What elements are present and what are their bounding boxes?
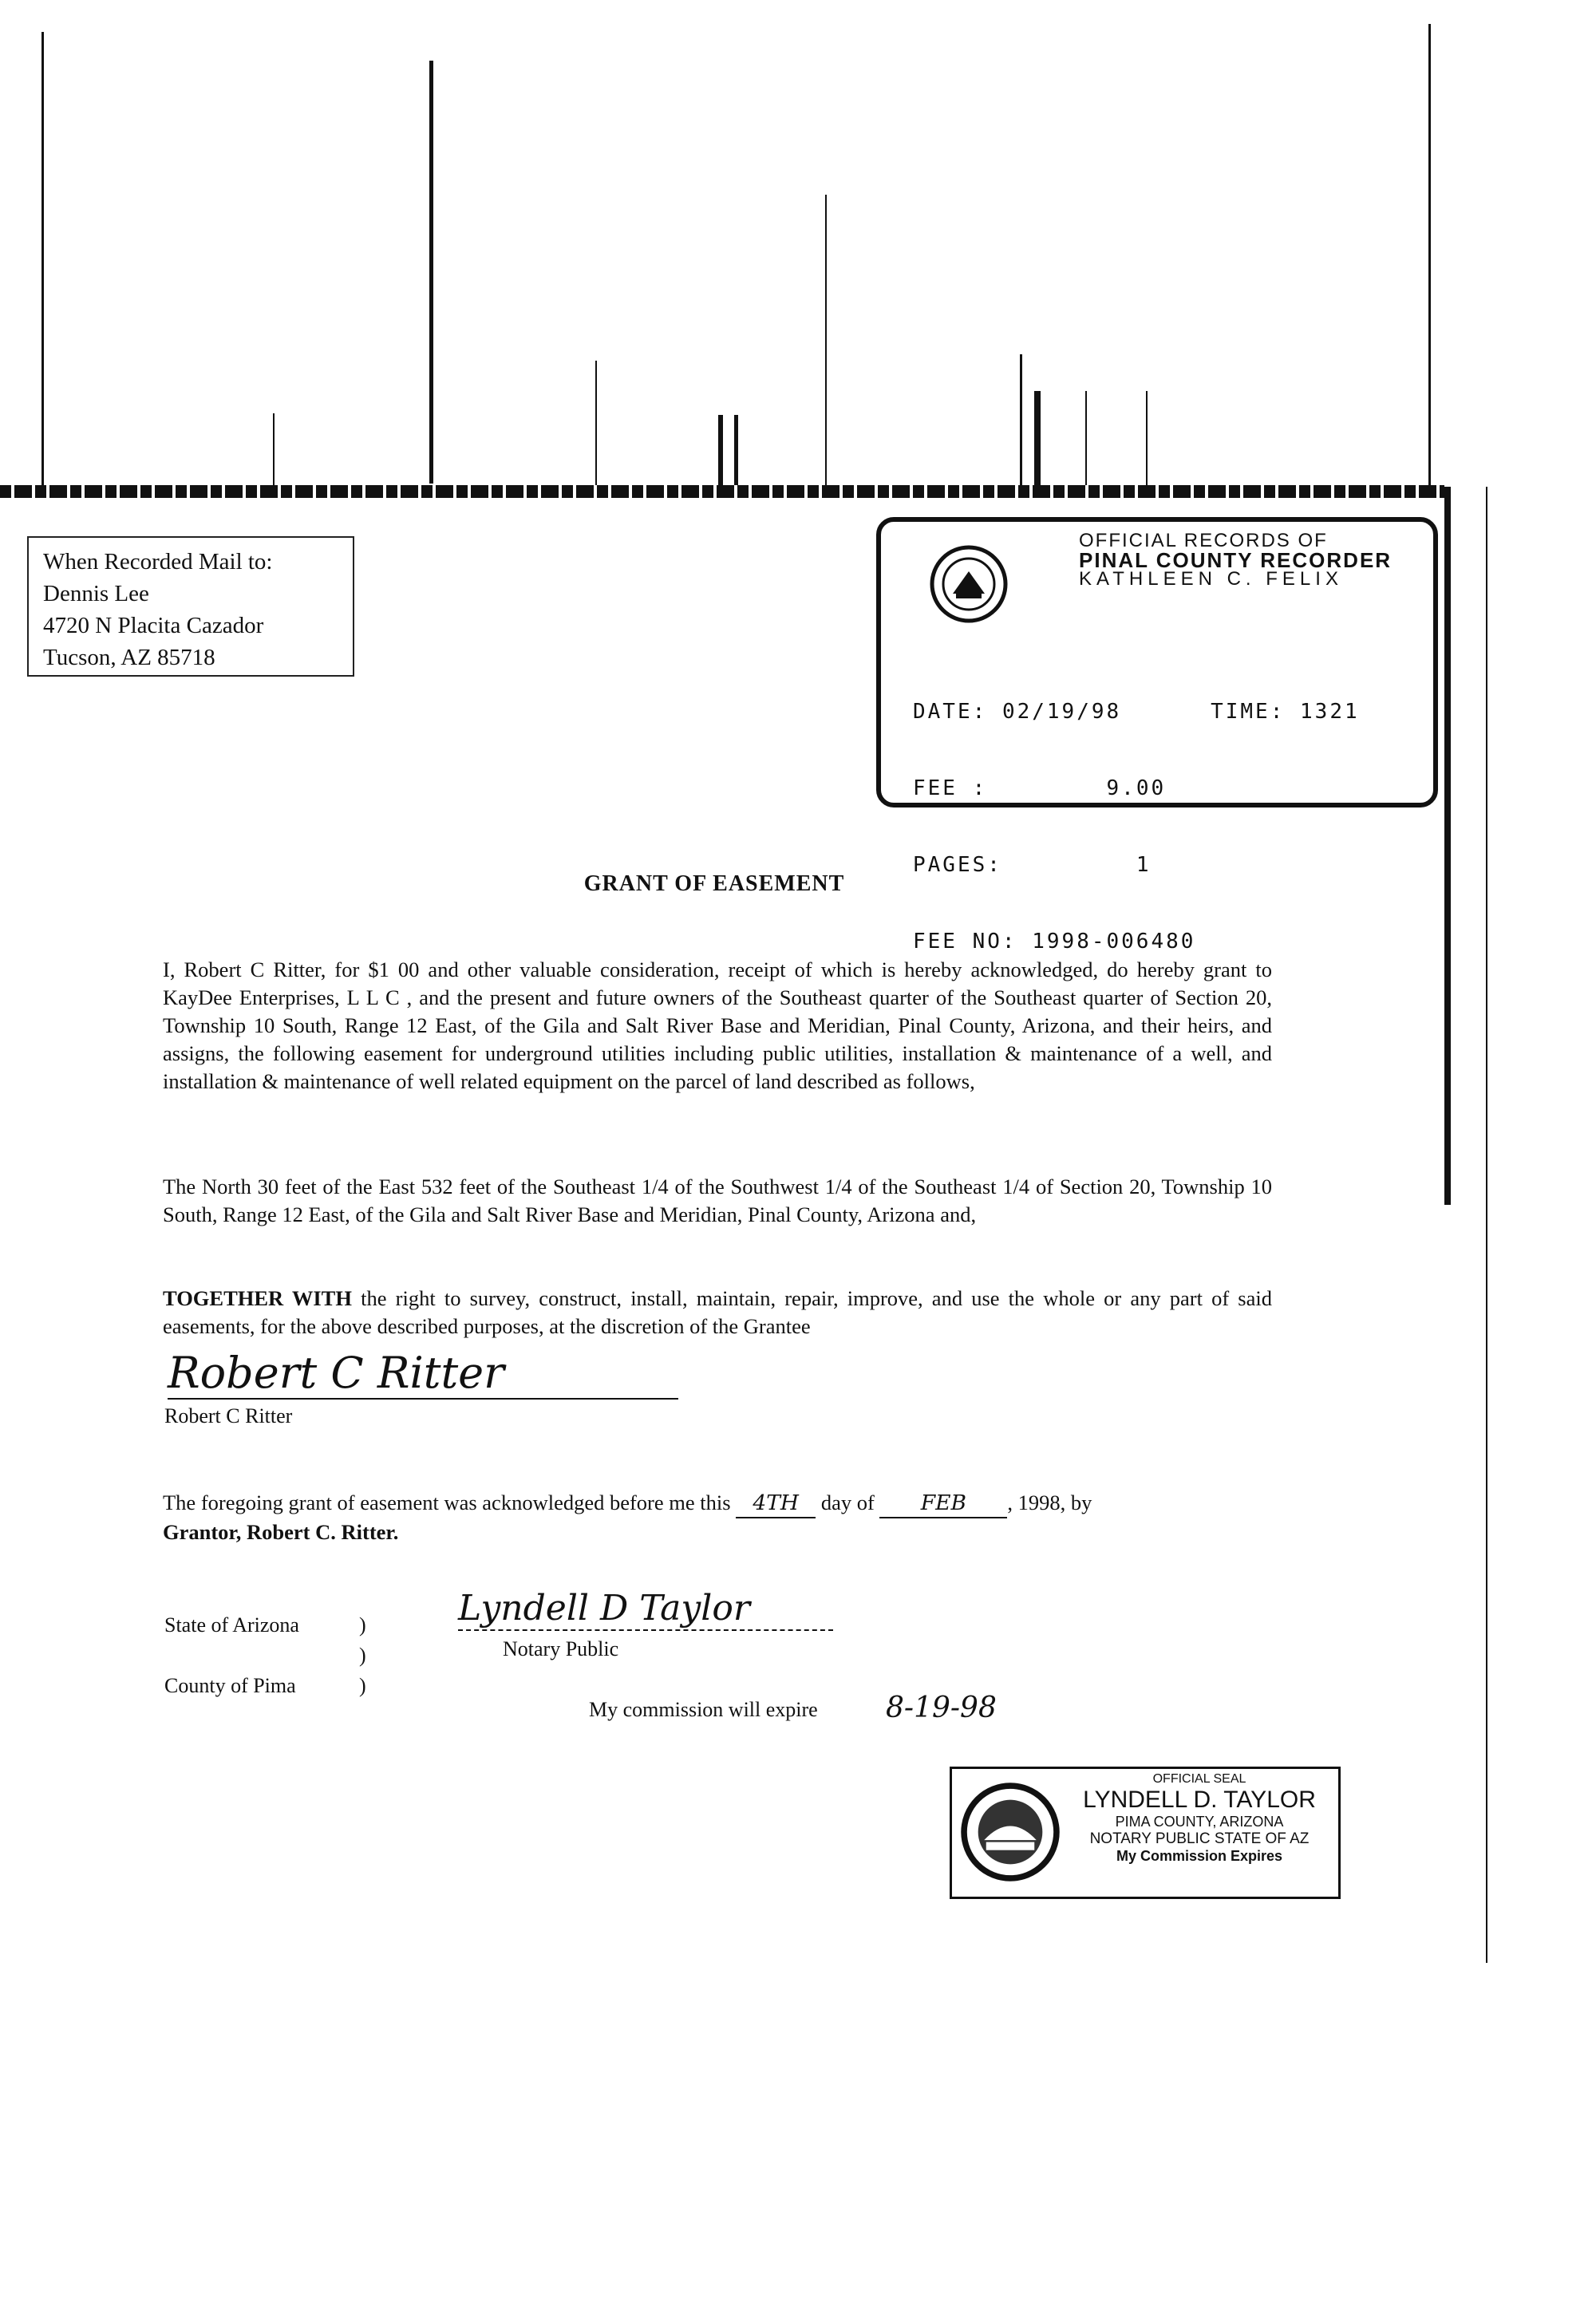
time-label: TIME: [1211,700,1286,724]
notary-signature [458,1588,833,1631]
date-value: 02/19/98 [1001,700,1122,724]
fee-no-value: 1998-006480 [1032,930,1196,954]
state-label: State of Arizona [164,1613,299,1637]
scan-artifact-line [1146,391,1148,485]
paren-1: ) [359,1613,366,1637]
mail-to-name: Dennis Lee [43,581,149,606]
pages-label: PAGES: [913,853,1002,877]
paren-3: ) [359,1674,366,1697]
ack-month-value: FEB [879,1489,1007,1518]
scan-artifact-line [1428,24,1431,498]
ack-year-text: , 1998, by [1007,1491,1092,1514]
scan-artifact-line [718,415,723,485]
arizona-seal-icon [960,1782,1061,1882]
grantor-signature [168,1348,678,1400]
seal-line3: PIMA COUNTY, ARIZONA [1115,1814,1284,1830]
scan-artifact-line [41,32,44,485]
recorder-line3: KATHLEEN C. FELIX [1079,568,1343,590]
paren-2: ) [359,1644,366,1667]
mail-to-heading: When Recorded Mail to: [43,549,273,574]
together-with-paragraph [163,1285,1272,1340]
pages-value: 1 [1136,853,1152,877]
seal-line2: LYNDELL D. TAYLOR [1083,1787,1316,1813]
ack-day-value: 4TH [736,1489,816,1518]
fee-label: FEE : [913,776,988,800]
fee-value: 9.00 [1106,776,1167,800]
time-value: 1321 [1300,700,1360,724]
fee-no-label: FEE NO: [913,930,1017,954]
mail-to-street: 4720 N Placita Cazador [43,613,264,638]
scan-artifact-line [273,413,275,485]
notary-seal [950,1767,1341,1899]
grantor-signature-text: Robert C Ritter [168,1348,504,1398]
commission-label: My commission will expire [589,1698,818,1721]
recorder-line1: OFFICIAL RECORDS OF [1079,530,1328,551]
scan-artifact-line [734,415,738,485]
county-seal-icon [929,544,1009,624]
document-title: GRANT OF EASEMENT [583,871,845,896]
date-label: DATE: [913,700,988,724]
scan-artifact-line [825,195,827,485]
mail-to-city: Tucson, AZ 85718 [43,645,215,670]
notary-signature-text: Lyndell D Taylor [458,1588,750,1629]
ack-text-before: The foregoing grant of easement was acknowledged before me this [163,1491,731,1514]
recorder-fields [913,648,1360,1005]
grantor-printed-name: Robert C Ritter [164,1404,293,1427]
scan-artifact-line [1444,487,1451,1205]
ack-grantor-text: Grantor, Robert C. Ritter. [163,1520,399,1544]
mail-to-box [27,536,354,677]
scan-artifact-line [1486,487,1487,1963]
county-label: County of Pima [164,1674,296,1697]
together-with-text: the right to survey, construct, install, maintain, repair, improve, and use the whole or any part of said easements, for the above described purposes, at the discretion of the Grantee [163,1286,1272,1338]
seal-line5: My Commission Expires [1116,1848,1283,1864]
seal-line4: NOTARY PUBLIC STATE OF AZ [1089,1830,1310,1847]
seal-line1: OFFICIAL SEAL [1152,1772,1246,1786]
recorder-stamp [876,517,1438,954]
scan-artifact-line [595,361,597,485]
notary-public-label: Notary Public [503,1637,619,1660]
legal-description-paragraph: The North 30 feet of the East 532 feet of the Southeast 1/4 of the Southwest 1/4 of the Southeast 1/4 of Section 20, Township 10 South, Range 12 East, of the Gila and Salt River Base and Meridian, Pinal County, Arizona and, [163,1175,1272,1226]
together-with-label: TOGETHER WITH [163,1286,352,1310]
scan-artifact-line [429,61,433,484]
scan-artifact-line [1085,391,1087,485]
grant-paragraph: I, Robert C Ritter, for $1 00 and other valuable consideration, receipt of which is hereby acknowledged, do hereby grant to KayDee Enterprises, L L C , and the present and future owners of the Southeast quarter of the Southeast quarter of Section 20, Township 10 South, Range 12 East, of the Gila and Salt River Base and Meridian, Pinal County, Arizona, and their heirs, and assigns, the following easement for underground utilities including public utilities, installation & maintenance of a well, and installation & maintenance of well related equipment on the parcel of land described as follows, [163,958,1272,1093]
scan-artifact-line [1034,391,1041,485]
commission-value: 8-19-98 [886,1692,997,1724]
acknowledgment-paragraph [163,1489,1272,1546]
scan-artifact-band [0,485,1444,498]
ack-day-label: day of [820,1491,875,1514]
recorder-line2: PINAL COUNTY RECORDER [1079,548,1393,572]
scan-artifact-line [1020,354,1022,485]
